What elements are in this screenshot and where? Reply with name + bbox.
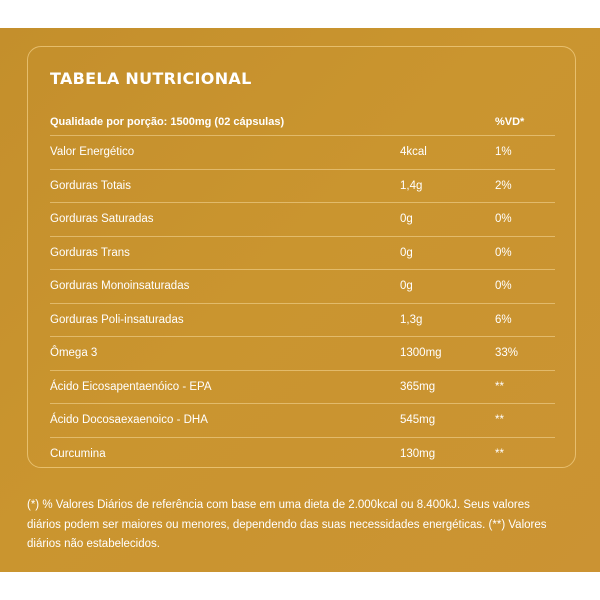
nutrient-amount: 1300mg [400,347,442,360]
nutrient-name: Ácido Eicosapentaenóico - EPA [50,380,212,393]
table-row [50,237,555,271]
nutrient-name: Ômega 3 [50,347,98,360]
nutrition-table [50,109,555,470]
nutrient-name: Gorduras Saturadas [50,213,154,226]
nutrition-panel [0,28,600,572]
nutrient-vd: 6% [495,313,512,326]
table-row [50,337,555,371]
nutrient-amount: 0g [400,246,413,259]
portion-header: Qualidade por porção: 1500mg (02 cápsulas) [50,116,285,128]
nutrient-vd: ** [495,380,504,393]
table-row [50,203,555,237]
table-row [50,404,555,438]
nutrient-vd: ** [495,447,504,460]
nutrient-amount: 0g [400,213,413,226]
table-row [50,304,555,338]
nutrient-name: Gorduras Monoinsaturadas [50,280,190,293]
nutrient-amount: 130mg [400,447,436,460]
vd-header: %VD* [495,116,525,128]
footnote: (*) % Valores Diários de referência com base em uma dieta de 2.000kcal ou 8.400kJ. Seus valores diários podem ser maiores ou menores, dependendo das suas necessidades energéticas. (**) Valores diários não estabelecidos. [27,499,547,550]
nutrient-amount: 365mg [400,380,436,393]
nutrient-name: Curcumina [50,447,106,460]
nutrient-vd: 1% [495,146,512,159]
nutrient-amount: 1,3g [400,313,423,326]
nutrient-vd: 0% [495,246,512,259]
nutrient-amount: 0g [400,280,413,293]
table-row [50,136,555,170]
nutrient-vd: 0% [495,280,512,293]
nutrient-amount: 1,4g [400,179,423,192]
table-header-row [50,109,555,136]
nutrient-name: Valor Energético [50,146,135,159]
nutrient-vd: 0% [495,213,512,226]
nutrient-amount: 545mg [400,414,436,427]
table-row [50,438,555,471]
nutrition-table-card [27,46,576,468]
table-row [50,270,555,304]
table-row [50,371,555,405]
nutrient-vd: 33% [495,347,519,360]
nutrient-vd: ** [495,414,504,427]
nutrient-amount: 4kcal [400,146,427,159]
table-row [50,170,555,204]
table-title: TABELA NUTRICIONAL [50,69,252,88]
nutrient-name: Ácido Docosaexaenoico - DHA [50,414,208,427]
nutrient-name: Gorduras Totais [50,179,131,192]
nutrient-name: Gorduras Poli-insaturadas [50,313,184,326]
nutrient-vd: 2% [495,179,512,192]
nutrient-name: Gorduras Trans [50,246,130,259]
